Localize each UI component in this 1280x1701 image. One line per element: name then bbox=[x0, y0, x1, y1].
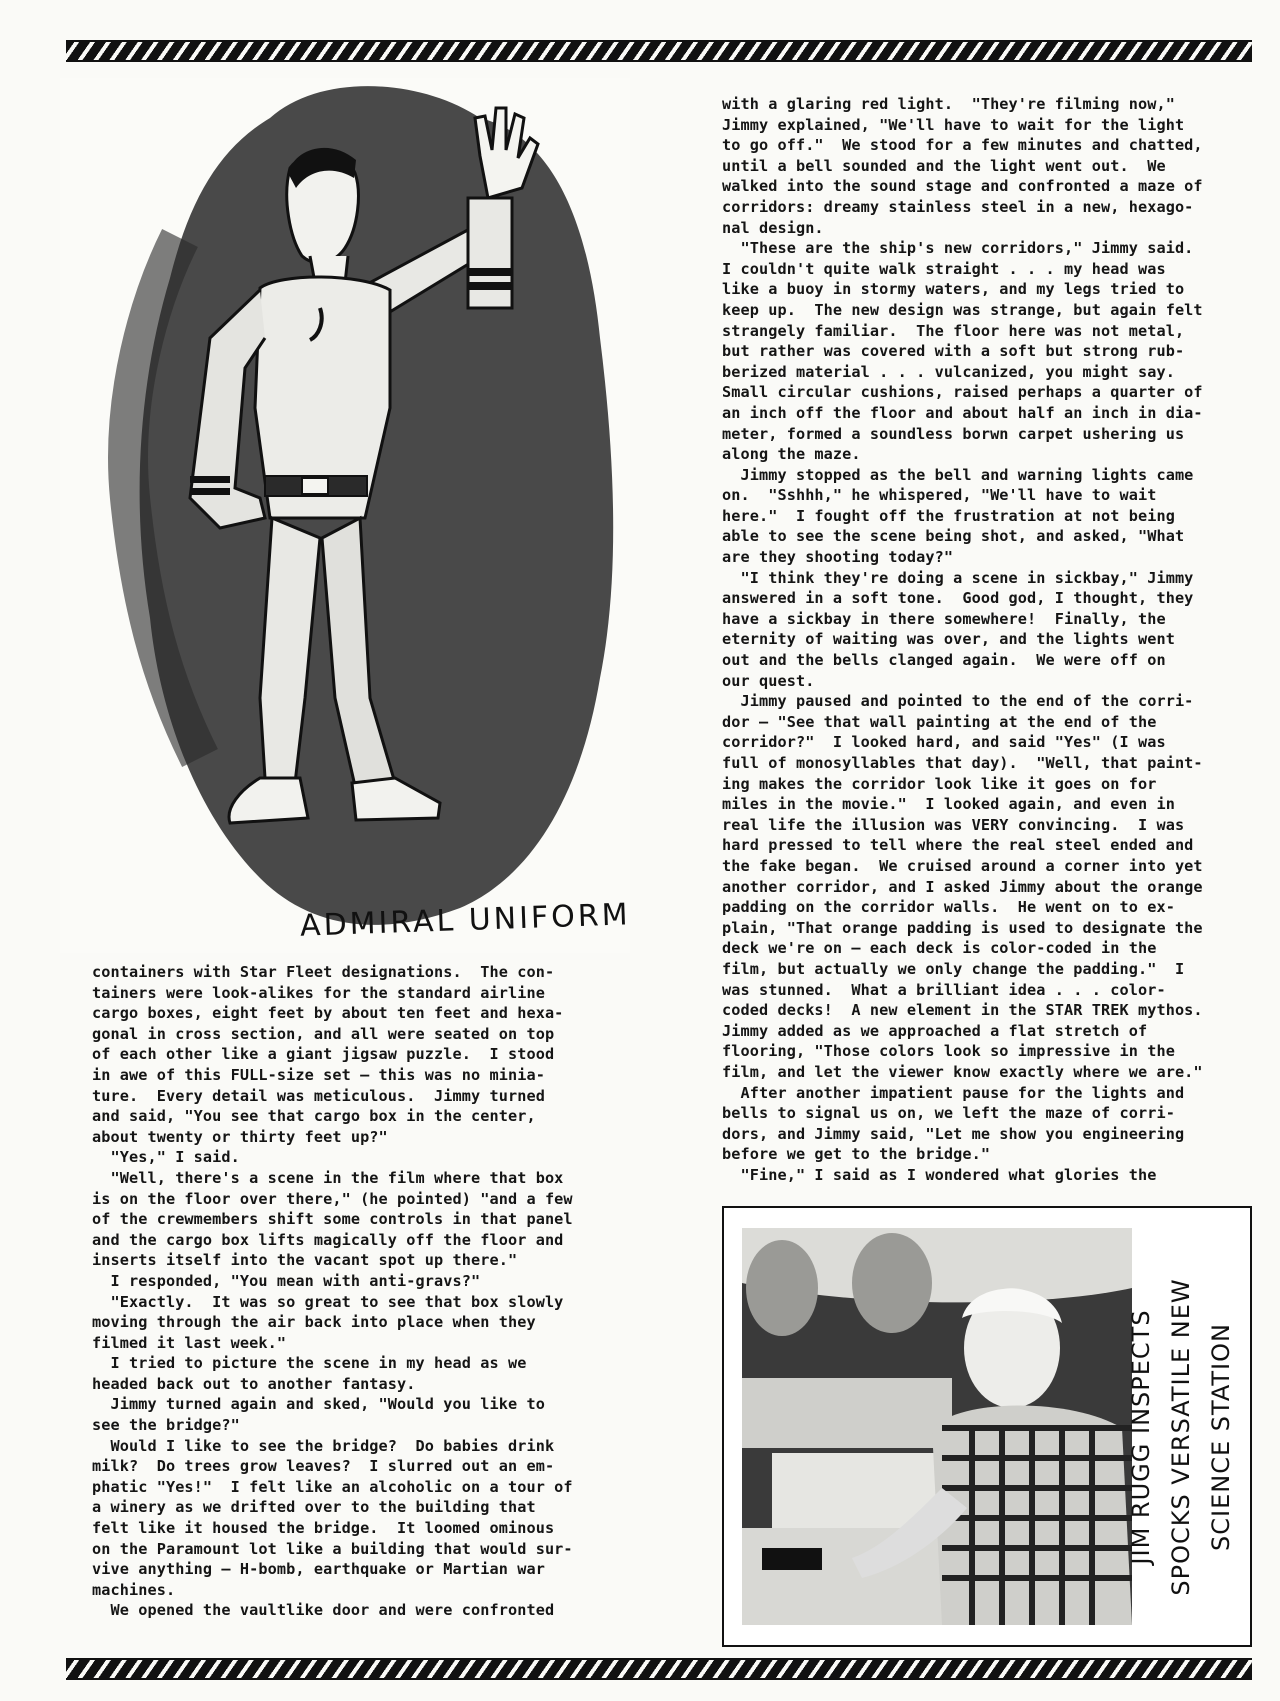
photo-caption bbox=[1124, 1208, 1254, 1645]
illustration-caption: ADMIRAL UNIFORM bbox=[299, 897, 632, 944]
photo-caption-line-3: SCIENCE STATION bbox=[1207, 1323, 1235, 1551]
photo-panel bbox=[722, 1206, 1252, 1647]
photo-caption-line-1: JIM RUGG INSPECTS bbox=[1127, 1309, 1155, 1565]
article-right-column: with a glaring red light. "They're filming now," Jimmy explained, "We'll have to wait for the light to go off." We stood for a few minutes and chatted, until a bell sounded and the light went out. We walked into the sound stage and confronted a maze of corridors: dreamy stainless steel in a new, hexago- nal design. "These are the ship's new corridors," Jimmy said. I couldn't quite walk straight . . . my head was like a buoy in stormy waters, and my legs tried to keep up. The new design was strange, but again felt strangely familiar. The floor here was not metal, but rather was covered with a soft but strong rub- berized material . . . vulcanized, you might say. Small circular cushions, raised perhaps a quarter of an inch off the floor and about half an inch in dia- meter, formed a soundless borwn carpet ushering us along the maze. Jimmy stopped as the bell and warning lights came on. "Sshhh," he whispered, "We'll have to wait here." I fought off the frustration at not being able to see the scene being shot, and asked, "What are they shooting today?" "I think they're doing a scene in sickbay," Jimmy answered in a soft tone. Good god, I thought, they have a sickbay in there somewhere! Finally, the eternity of waiting was over, and the lights went out and the bells clanged again. We were off on our quest. Jimmy paused and pointed to the end of the corri- dor — "See that wall painting at the end of the corridor?" I looked hard, and said "Yes" (I was full of monosyllables that day). "Well, that paint- ing makes the corridor look like it goes on for miles in the movie." I looked again, and even in real life the illusion was VERY convincing. I was hard pressed to tell where the real steel ended and the fake began. We cruised around a corner into yet another corridor, and I asked Jimmy about the orange padding on the corridor walls. He went on to ex- plain, "That orange padding is used to designate the deck we're on — each deck is color-coded in the film, but actually we only change the padding." I was stunned. What a brilliant idea . . . color- coded decks! A new element in the STAR TREK mythos. Jimmy added as we approached a flat stretch of flooring, "Those colors look so impressive in the film, and let the viewer know exactly where we are." After another impatient pause for the lights and bells to signal us on, we left the maze of corri- dors, and Jimmy said, "Let me show you engineering before we get to the bridge." "Fine," I said as I wondered what glories the bbox=[722, 95, 1203, 1184]
photo-caption-line-2: SPOCKS VERSATILE NEW bbox=[1167, 1278, 1195, 1596]
bottom-border-band bbox=[66, 1658, 1252, 1680]
article-left-column: containers with Star Fleet designations. The con- tainers were look-alikes for the standard airline cargo boxes, eight feet by about ten feet and hexa- gonal in cross section, and all were seated on top of each other like a giant jigsaw puzzle. I stood in awe of this FULL-size set — this was no minia- ture. Every detail was meticulous. Jimmy turned and said, "You see that cargo box in the center, about twenty or thirty feet up?" "Yes," I said. "Well, there's a scene in the film where that box is on the floor over there," (he pointed) "and a few of the crewmembers shift some controls in that panel and the cargo box lifts magically off the floor and inserts itself into the vacant spot up there." I responded, "You mean with anti-gravs?" "Exactly. It was so great to see that box slowly moving through the air back into place when they filmed it last week." I tried to picture the scene in my head as we headed back out to another fantasy. Jimmy turned again and sked, "Would you like to see the bridge?" Would I like to see the bridge? Do babies drink milk? Do trees grow leaves? I slurred out an em- phatic "Yes!" I felt like an alcoholic on a tour of a winery as we drifted over to the building that felt like it housed the bridge. It loomed ominous on the Paramount lot like a building that would sur- vive anything — H-bomb, earthquake or Martian war machines. We opened the vaultlike door and were confronted bbox=[92, 963, 573, 1620]
top-border-band bbox=[66, 40, 1252, 62]
photo-jim-rugg bbox=[742, 1228, 1132, 1625]
admiral-uniform-sketch bbox=[60, 78, 630, 953]
